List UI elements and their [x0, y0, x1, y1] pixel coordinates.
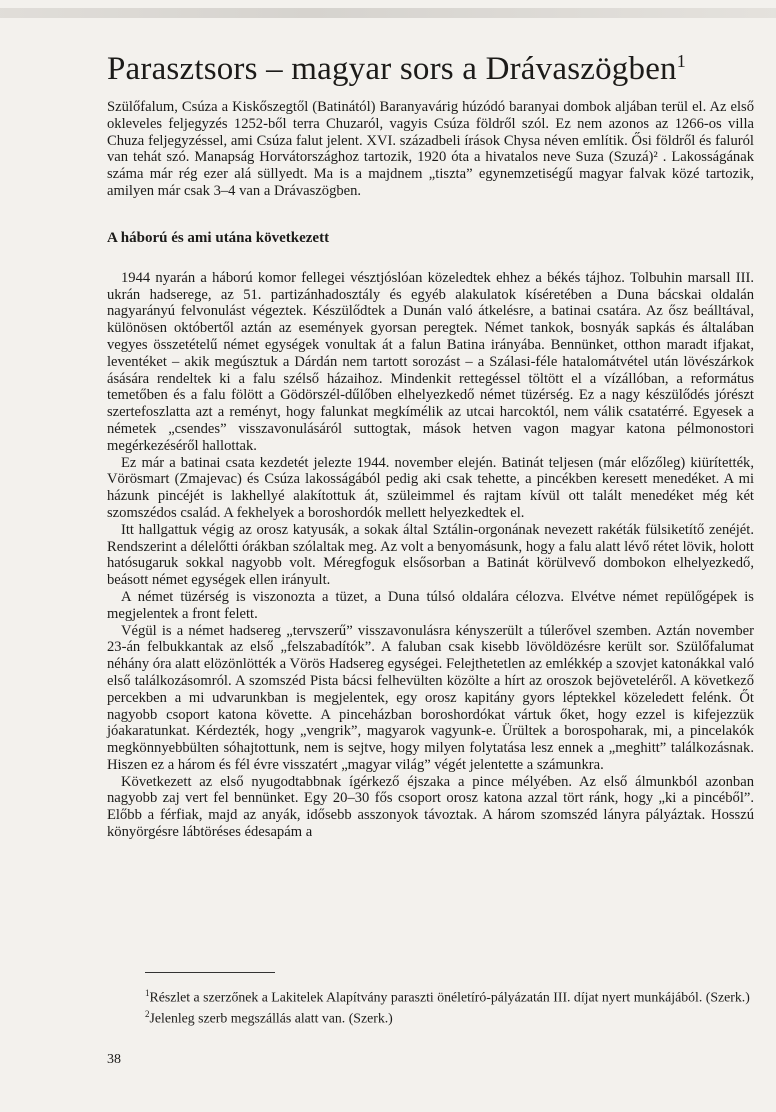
- body-paragraph: A német tüzérség is viszonozta a tüzet, a Duna túlsó oldalára célozva. Elvétve német repülőgépek is megjelentek a front felett.: [107, 588, 754, 622]
- intro-paragraph: Szülőfalum, Csúza a Kiskőszegtől (Batinától) Baranyavárig húzódó baranyai dombok aljában terül el. Az első okleveles feljegyzés 1252-ből terra Chuzaról, vagyis Csúza földről szól. Ez nem azonos az 1266-os villa Chuza feljegyzéssel, ami Csúza falut jelent. XVI. századbeli írások Chysa néven említik. Ősi földről és faluról van tehát szó. Manapság Horvátországhoz tartozik, 1920 óta a hivatalos neve Suza (Szuzá)² . Lakosságának száma már rég ezer alá süllyedt. Ma is a majdnem „tiszta” egynemzetiségű magyar falvak közé tartozik, amilyen már csak 3–4 van a Drávaszögben.: [107, 99, 754, 199]
- scan-edge-shadow: [0, 8, 776, 18]
- title-footnote-mark: 1: [676, 51, 686, 71]
- footnote-divider: [145, 972, 275, 973]
- page-content: [107, 50, 754, 841]
- page-title: [107, 50, 754, 88]
- body-paragraph: Következett az első nyugodtabbnak ígérkező éjszaka a pince mélyében. Az első álmunkból azonban nagyobb zaj vert fel bennünket. Egy 20–30 fős csoport orosz katona azzal tört ránk, hogy „ki a pincéből”. Előbb a férfiak, majd az anyák, idősebb asszonyok távoztak. A három szomszéd lányra pályáztak. Hosszú könyörgésre lábtöréses édesapám a: [107, 773, 754, 841]
- body-paragraph: 1944 nyarán a háború komor fellegei vésztjóslóan közeledtek ehhez a békés tájhoz. Tolbuhin marsall III. ukrán hadserege, az 51. partizánhadosztály és egyéb alakulatok kíséretében a Duna bácskai oldalán nagyarányú felvonulást végeztek. Készülődtek a Dunán való átkelésre, a batinai csatára. Az ősz beálltával, különösen októbertől aztán az események gyorsan peregtek. Német tankok, bosnyák sapkás és általában vegyes összetételű német egységek vonultak át a falun Batina irányába. Bennünket, otthon maradt ifjakat, leventéket – akik megúsztuk a Dárdán nem tartott sorozást – a Szálasi-féle hatalomátvétel után lövészárkok ásására rendeltek ki a falu szélső házaihoz. Mindenkit rettegéssel töltött el a vízállóban, a református temetőben és a falu fölött a Gödörszél-dűlőben elhelyezkedő német tüzérség. Ez a nagy készülődés jórészt szertefoszlatta azt a reményt, hogy falunkat megkímélik az utcai harcoktól, nem válik csatatérré. Egyesek a németek „csendes” visszavonulásáról suttogtak, mások hetven vagon magyar katona pélmonostori megérkezéséről hallottak.: [107, 269, 754, 454]
- footnote-text: Részlet a szerzőnek a Lakitelek Alapítvány paraszti önéletíró-pályázatán III. díjat nyert munkájából. (Szerk.): [149, 989, 750, 1005]
- body-paragraph: Végül is a német hadsereg „tervszerű” visszavonulásra kényszerült a túlerővel szemben. Aztán november 23-án felbukkantak az első „felszabadítók”. A faluban csak kisebb lövöldözésre került sor. Szülőfalumat néhány óra alatt elözönlötték a Vörös Hadsereg egységei. Felejthetetlen az emlékkép a szovjet katonákkal való első találkozásomról. A szomszéd Pista bácsi felhevülten közölte a hírt az oroszok bejöveteléről. A következő percekben a mi udvarunkban is megjelentek, egy orosz kapitány gyors léptekkel közeledett felénk. Őt nagyobb csoport katona követte. A pinceházban boroshordókat vártuk őket, hogy ezzel is kifejezzük jóakaratunkat. Kérdezték, hogy „vengrik”, magyarok vagyunk-e. Ürültek a borospoharak, mi, a pincelakók megkönnyebbülten sóhajtottunk, nem is sejtve, hogy milyen folytatása lesz ennek a „meghitt” találkozásnak. Hiszen ez a három és fél évre visszatért „magyar világ” végét jelentette a számunkra.: [107, 622, 754, 773]
- body-paragraph: Itt hallgattuk végig az orosz katyusák, a sokak által Sztálin-orgonának nevezett rakéták fülsiketítő zenéjét. Rendszerint a délelőtti órákban szólaltak meg. Az volt a benyomásunk, hogy a falu alatt lévő rétet lövik, holott hatósugaruk sokkal nagyobb volt. Méregfoguk elsősorban a Batinát körülvevő dombokon elhelyezkedő, beásott német egységek ellen irányult.: [107, 521, 754, 589]
- title-text: Parasztsors – magyar sors a Drávaszögben: [107, 51, 677, 87]
- footnote: [145, 1006, 755, 1027]
- footnote-text: Jelenleg szerb megszállás alatt van. (Szerk.): [149, 1010, 393, 1026]
- section-heading: A háború és ami utána következett: [107, 229, 330, 246]
- body-paragraph: Ez már a batinai csata kezdetét jelezte 1944. november elején. Batinát teljesen (már előzőleg) kiürítették, Vörösmart (Zmajevac) és Csúza lakosságából pedig aki csak tehette, a pincékben keresett menedéket. A mi házunk pincéjét is lakhellyé alakítottuk át, szüleimmel és rajtam kívül ott talált menedéket még két szomszédos család. A fekhelyek a boroshordók mellett helyezkedtek el.: [107, 454, 754, 521]
- footnote-mark: 2: [145, 1009, 150, 1019]
- footnotes: [145, 985, 755, 1027]
- page-number: 38: [107, 1052, 121, 1067]
- footnote: [145, 985, 755, 1006]
- footnote-mark: 1: [145, 988, 150, 998]
- section-body: [107, 270, 754, 841]
